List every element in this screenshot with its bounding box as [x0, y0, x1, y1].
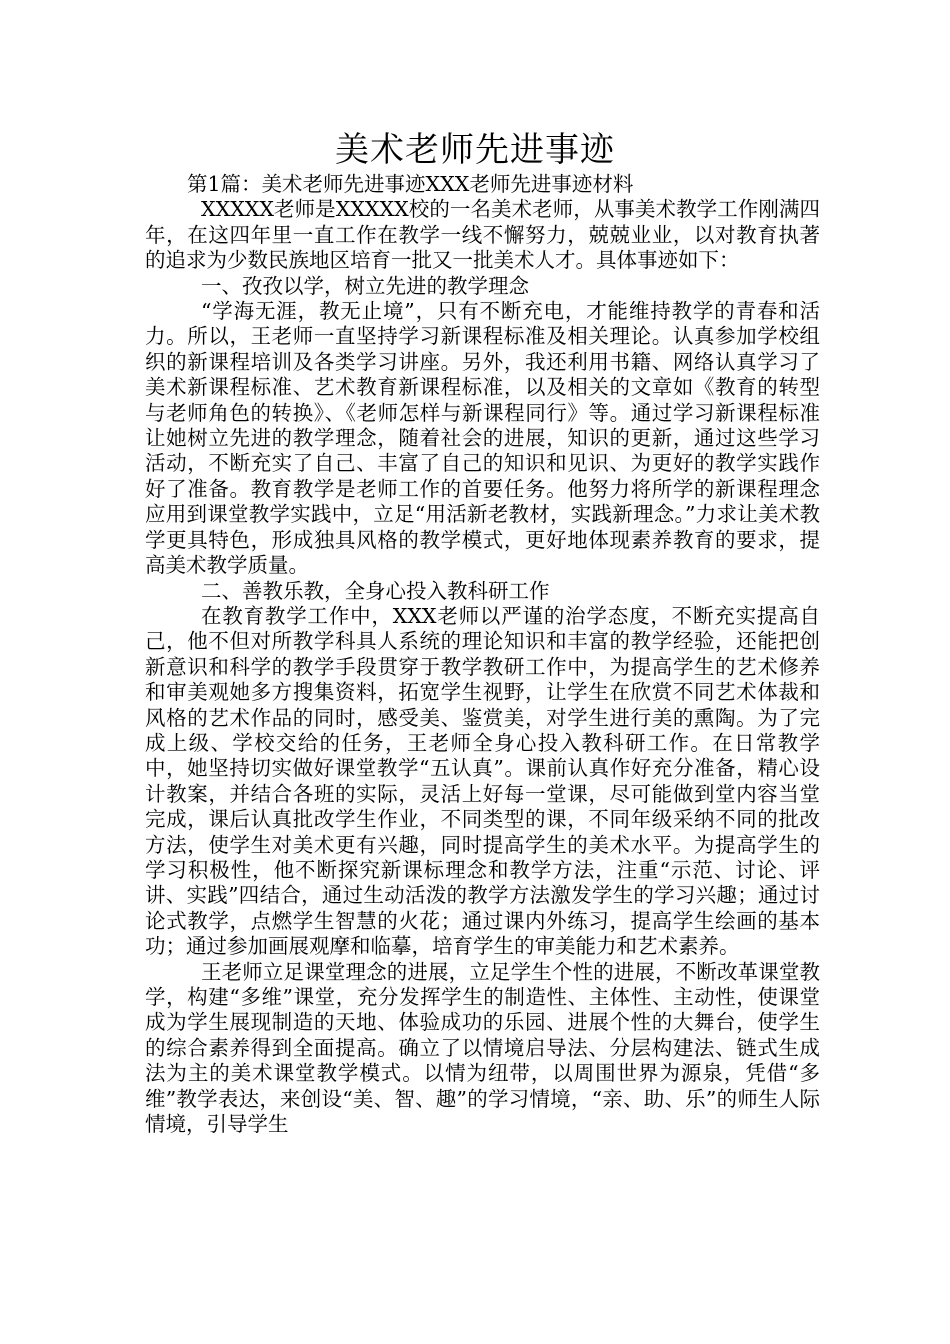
- paragraph-section-1: “学海无涯，教无止境”，只有不断充电，才能维持教学的青春和活力。所以，王老师一直坚持学习新课程标准及相关理论。认真参加学校组织的新课程培训及各类学习讲座。另外，我还利用书籍、网络认真学习了美术新课程标准、艺术教育新课程标准，以及相关的文章如《教育的转型与老师角色的转换》、《老师怎样与新课程同行》等。通过学习新课程标准让她树立先进的教学理念，随着社会的进展，知识的更新，通过这些学习活动，不断充实了自己、丰富了自己的知识和见识、为更好的教学实践作好了准备。教育教学是老师工作的首要任务。他努力将所学的新课程理念应用到课堂教学实践中，立足“用活新老教材，实践新理念。”力求让美术教学更具特色，形成独具风格的教学模式，更好地体现素养教育的要求，提高美术教学质量。: [145, 299, 820, 578]
- section-heading-2: 二、善教乐教，全身心投入教科研工作: [201, 578, 550, 603]
- paragraph-section-2b: 王老师立足课堂理念的进展，立足学生个性的进展，不断改革课堂教学，构建“多维”课堂，充分发挥学生的制造性、主体性、主动性，使课堂成为学生展现制造的天地、体验成功的乐园、进展个性的大舞台，使学生的综合素养得到全面提高。确立了以情境启导法、分层构建法、链式生成法为主的美术课堂教学模式。以情为纽带，以周围世界为源泉，凭借“多维”教学表达，来创设“美、智、趣”的学习情境，“亲、助、乐”的师生人际情境，引导学生: [145, 959, 820, 1137]
- document-subtitle: 第1篇：美术老师先进事迹XXX老师先进事迹材料: [187, 172, 634, 196]
- document-body: [145, 172, 820, 1137]
- paragraph-section-2a: 在教育教学工作中，XXX老师以严谨的治学态度，不断充实提高自己，他不但对所教学科具人系统的理论知识和丰富的教学经验，还能把创新意识和科学的教学手段贯穿于教学教研工作中，为提高学生的艺术修养和审美观她多方搜集资料，拓宽学生视野，让学生在欣赏不同艺术体裁和风格的艺术作品的同时，感受美、鉴赏美，对学生进行美的熏陶。为了完成上级、学校交给的任务，王老师全身心投入教科研工作。在日常教学中，她坚持切实做好课堂教学“五认真”。课前认真作好充分准备，精心设计教案，并结合各班的实际，灵活上好每一堂课，尽可能做到堂内容当堂完成，课后认真批改学生作业，不同类型的课，不同年级采纳不同的批改方法，使学生对美术更有兴趣，同时提高学生的美术水平。为提高学生的学习积极性，他不断探究新课标理念和教学方法，注重“示范、讨论、评讲、实践”四结合，通过生动活泼的教学方法激发学生的学习兴趣；通过讨论式教学，点燃学生智慧的火花；通过课内外练习，提高学生绘画的基本功；通过参加画展观摩和临摹，培育学生的审美能力和艺术素养。: [145, 603, 820, 959]
- paragraph-intro: XXXXX老师是XXXXX校的一名美术老师，从事美术教学工作刚满四年，在这四年里一直工作在教学一线不懈努力，兢兢业业，以对教育执著的追求为少数民族地区培育一批又一批美术人才。具体事迹如下：: [145, 197, 820, 273]
- section-heading-1: 一、孜孜以学，树立先进的教学理念: [201, 273, 529, 298]
- document-title: 美术老师先进事迹: [335, 130, 615, 170]
